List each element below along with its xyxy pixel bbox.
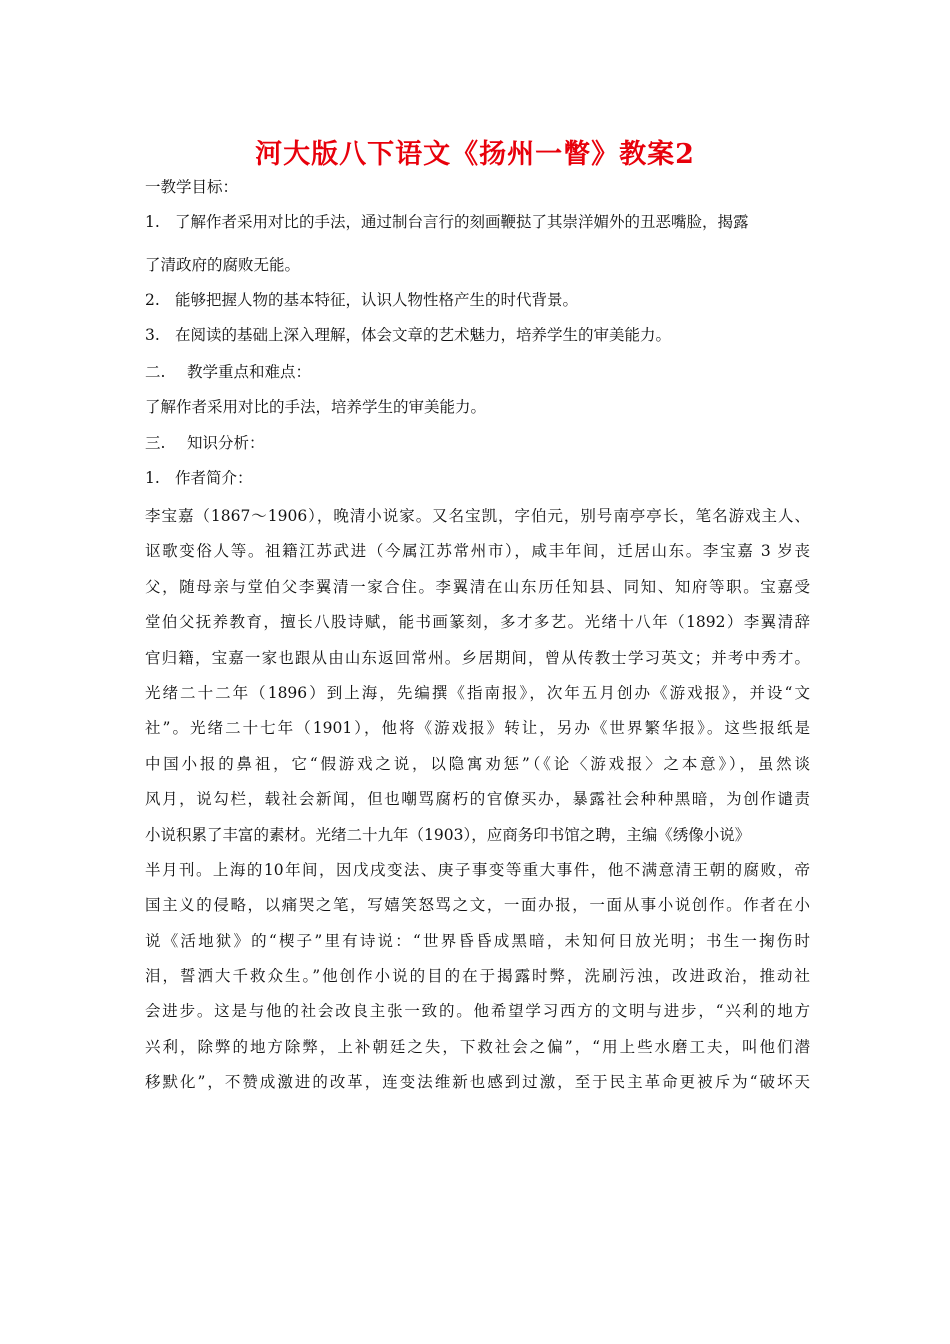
bio-line: 光绪二十二年（1896）到上海，先编撰《指南报》，次年五月创办《游戏报》，并设“文	[145, 683, 810, 702]
bio-line: 半月刊。上海的10年间，因戊戌变法、庚子事变等重大事件，他不满意清王朝的腐败，帝	[145, 860, 810, 879]
goal3-text: 在阅读的基础上深入理解，体会文章的艺术魅力，培养学生的审美能力。	[175, 326, 672, 344]
author-intro-heading-line	[145, 468, 253, 488]
section3-number: 三.	[145, 434, 166, 452]
bio-line: 父，随母亲与堂伯父李翼清一家合住。李翼清在山东历任知县、同知、知府等职。宝嘉受	[145, 577, 810, 596]
section3-heading-line	[145, 433, 265, 453]
goal2-text: 能够把握人物的基本特征，认识人物性格产生的时代背景。	[175, 291, 579, 309]
goal2-number: 2.	[145, 291, 160, 309]
bio-line: 国主义的侵略，以痛哭之笔，写嬉笑怒骂之文，一面办报，一面从事小说创作。作者在小	[145, 896, 810, 915]
bio-line: 中国小报的鼻祖，它“假游戏之说，以隐寓劝惩”（《论〈游戏报〉之本意》），虽然谈	[145, 754, 810, 773]
goal1-number: 1.	[145, 213, 160, 231]
bio-line: 李宝嘉（1867～1906），晚清小说家。又名宝凯，字伯元，别号南亭亭长，笔名游戏主人、	[145, 507, 810, 525]
bio-line: 兴利，除弊的地方除弊，上补朝廷之失，下救社会之偏”，“用上些水磨工夫，叫他们潜	[145, 1037, 810, 1056]
section2-heading-line	[145, 362, 311, 382]
bio-line: 社”。光绪二十七年（1901），他将《游戏报》转让，另办《世界繁华报》。这些报纸是	[145, 719, 810, 738]
bio-line: 会进步。这是与他的社会改良主张一致的。他希望学习西方的文明与进步，“兴利的地方	[145, 1002, 810, 1021]
goal3-line	[145, 325, 671, 345]
bio-line: 泪，誓洒大千救众生。”他创作小说的目的在于揭露时弊，洗刷污浊，改进政治，推动社	[145, 967, 810, 986]
goal1-text: 了解作者采用对比的手法，通过制台言行的刻画鞭挞了其崇洋媚外的丑恶嘴脸，揭露	[175, 213, 749, 231]
author-intro-heading: 作者简介：	[175, 469, 253, 487]
bio-line: 移默化”，不赞成激进的改革，连变法维新也感到过激，至于民主革命更被斥为“破坏天	[145, 1073, 810, 1092]
section2-heading: 教学重点和难点：	[187, 363, 312, 381]
bio-line: 小说积累了丰富的素材。光绪二十九年（1903），应商务印书馆之聘，主编《绣像小说》	[145, 825, 751, 844]
document-title: 河大版八下语文《扬州一瞥》教案2	[255, 139, 695, 170]
section3-heading: 知识分析：	[187, 434, 265, 452]
goal1-line1	[145, 212, 749, 232]
goal1-line2: 了清政府的腐败无能。	[145, 256, 301, 274]
section2-content: 了解作者采用对比的手法，培养学生的审美能力。	[145, 398, 487, 416]
bio-line: 讴歌变俗人等。祖籍江苏武进（今属江苏常州市），咸丰年间，迁居山东。李宝嘉 3 岁丧	[145, 542, 810, 561]
section2-number: 二.	[145, 363, 166, 381]
bio-line: 说《活地狱》的“楔子”里有诗说：“世界昏昏成黑暗，未知何日放光明；书生一掬伤时	[145, 931, 810, 950]
author-intro-number: 1.	[145, 469, 160, 487]
bio-line: 堂伯父抚养教育，擅长八股诗赋，能书画篆刻，多才多艺。光绪十八年（1892）李翼清辞	[145, 613, 810, 632]
bio-line: 官归籍，宝嘉一家也跟从由山东返回常州。乡居期间，曾从传教士学习英文；并考中秀才。	[145, 648, 810, 667]
bio-line: 风月，说勾栏，载社会新闻，但也嘲骂腐朽的官僚买办，暴露社会种种黑暗，为创作谴责	[145, 790, 810, 809]
goal2-line	[145, 290, 578, 310]
author-bio-paragraph	[145, 499, 810, 1101]
section1-heading: 一教学目标：	[145, 178, 239, 196]
goal3-number: 3.	[145, 326, 160, 344]
